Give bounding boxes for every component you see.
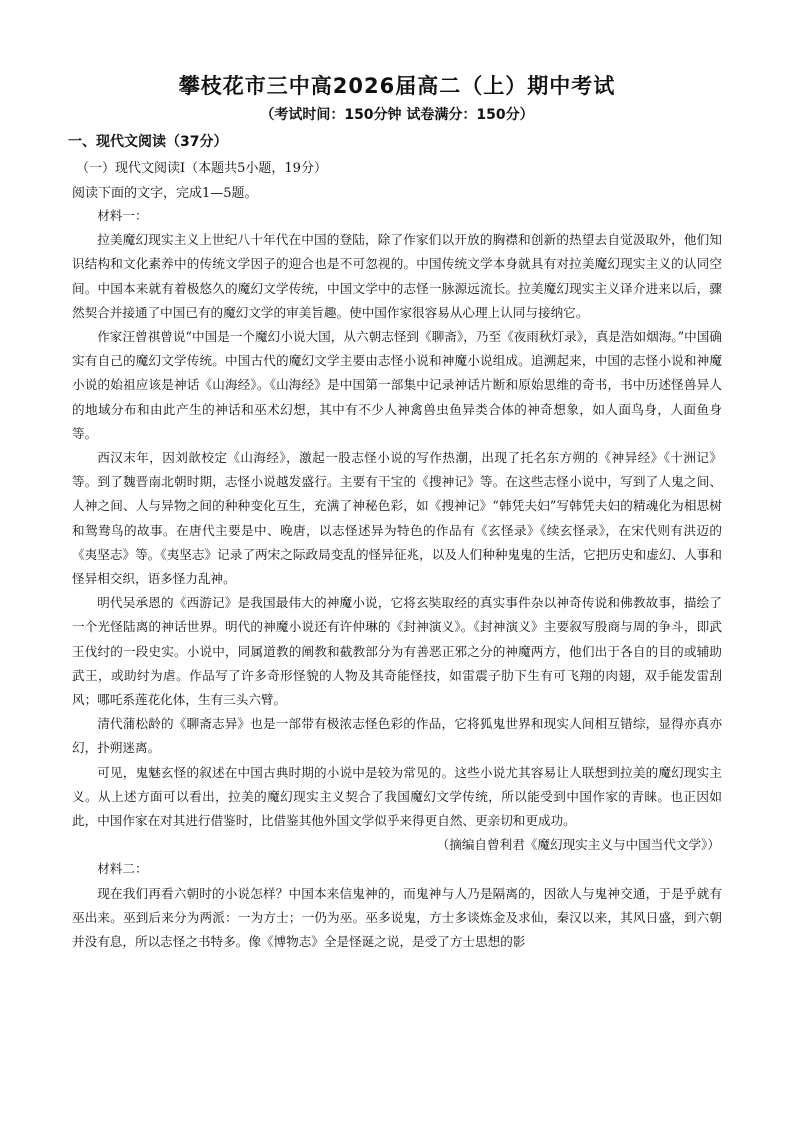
exam-subtitle: （考试时间：150分钟 试卷满分：150分） <box>260 107 534 123</box>
material-one-paragraph: 拉美魔幻现实主义上世纪八十年代在中国的登陆，除了作家们以开放的胸襟和创新的热望去自觉汲取外，他们知识结构和文化素养中的传统文学因子的迎合也是不可忽视的。中国传统文学本身就具有对拉美魔幻现实主义的认同空间。中国本来就有着极悠久的魔幻文学传统，中国文学中的志怪一脉源远流长。拉美魔幻现实主义译介进来以后，骤然契合并接通了中国已有的魔幻文学的审美旨趣。使中国作家很容易从心理上认同与接纳它。 <box>72 232 722 320</box>
exam-title: 攀枝花市三中高2026届高二（上）期中考试 <box>178 74 616 98</box>
passage-body <box>72 204 722 954</box>
material-one-paragraph: 作家汪曾祺曾说“中国是一个魔幻小说大国，从六朝志怪到《聊斋》，乃至《夜雨秋灯录》，真是浩如烟海。”中国确实有自己的魔幻文学传统。中国古代的魔幻文学主要由志怪小说和神魔小说组成。追溯起来，中国的志怪小说和神魔小说的始祖应该是神话《山海经》。《山海经》是中国第一部集中记录神话片断和原始思维的奇书，书中历述怪兽异人的地域分布和由此产生的神话和巫术幻想，其中有不少人神禽兽虫鱼异类合体的神奇想象，如人面鸟身，人面鱼身等。 <box>72 329 722 441</box>
material-two-label: 材料二： <box>97 861 148 877</box>
material-one-paragraph: 明代吴承恩的《西游记》是我国最伟大的神魔小说，它将玄奘取经的真实事件杂以神奇传说和佛教故事，描绘了一个光怪陆离的神话世界。明代的神魔小说还有许仲琳的《封神演义》。《封神演义》主要叙写殷商与周的争斗，即武王伐纣的一段史实。小说中，同属道教的阐教和截教部分为有善恶正邪之分的神魔两方，他们出于各自的目的或辅助武王，或助纣为虐。作品写了许多奇形怪貌的人物及其奇能怪技，如雷震子肋下生有可飞翔的肉翅，双手能发雷刮风；哪吒系莲花化体，生有三头六臂。 <box>72 595 722 708</box>
material-one-paragraph: 清代蒲松龄的《聊斋志异》也是一部带有极浓志怪色彩的作品，它将狐鬼世界和现实人间相互错综，显得亦真亦幻，扑朔迷离。 <box>72 716 722 756</box>
material-one-paragraph: 可见，鬼魅玄怪的叙述在中国古典时期的小说中是较为常见的。这些小说尤其容易让人联想到拉美的魔幻现实主义。从上述方面可以看出，拉美的魔幻现实主义契合了我国魔幻文学传统，所以能受到中国作家的青睐。也正因如此，中国作家在对其进行借鉴时，比借鉴其他外国文学似乎来得更自然、更亲切和更成功。 <box>72 764 722 829</box>
material-two-paragraph: 现在我们再看六朝时的小说怎样？中国本来信鬼神的，而鬼神与人乃是隔离的，因欲人与鬼神交通，于是乎就有巫出来。巫到后来分为两派：一为方士；一仍为巫。巫多说鬼，方士多谈炼金及求仙，秦汉以来，其风日盛，到六朝并没有息，所以志怪之书特多。像《博物志》全是怪诞之说，是受了方士思想的影 <box>72 885 722 950</box>
section-heading: 一、现代文阅读（37分） <box>68 134 228 150</box>
subsection-heading: （一）现代文阅读Ⅰ（本题共5小题，19分） <box>76 161 327 176</box>
material-one-source: （摘编自曾利君《魔幻现实主义与中国当代文学》） <box>436 837 720 853</box>
material-one-label: 材料一： <box>97 208 148 223</box>
material-one-paragraph: 西汉末年，因刘歆校定《山海经》，激起一股志怪小说的写作热潮，出现了托名东方朔的《神异经》《十洲记》等。到了魏晋南北朝时期，志怪小说越发盛行。主要有干宝的《搜神记》等。在这些志怪小说中，写到了人鬼之间、人神之间、人与异物之间的种种变化互生，充满了神秘色彩，如《搜神记》“韩凭夫妇”写韩凭夫妇的精魂化为相思树和鸳鸯鸟的故事。在唐代主要是中、晚唐，以志怪述异为特色的作品有《玄怪录》《续玄怪录》，在宋代则有洪迈的《夷坚志》等。《夷坚志》记录了两宋之际政局变乱的怪异征兆，以及人们种种鬼鬼的生活，它把历史和虚幻、人事和怪异相交织，语多怪力乱神。 <box>72 450 722 587</box>
reading-instruction: 阅读下面的文字，完成1—5题。 <box>72 186 258 201</box>
